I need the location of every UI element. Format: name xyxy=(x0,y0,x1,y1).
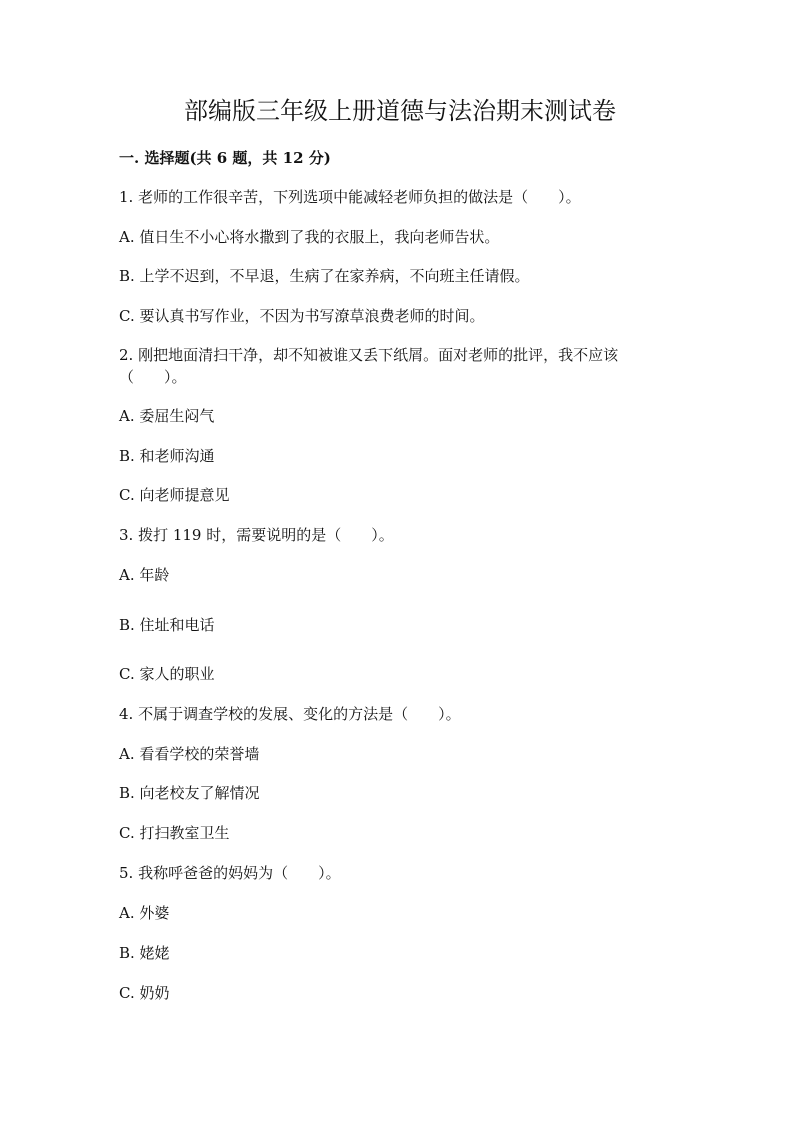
question-1-stem: 1. 老师的工作很辛苦，下列选项中能减轻老师负担的做法是（ ）。 xyxy=(119,188,581,206)
question-5-stem: 5. 我称呼爸爸的妈妈为（ ）。 xyxy=(119,864,341,882)
question-2-option-c: C. 向老师提意见 xyxy=(119,486,230,504)
question-2-option-a: A. 委屈生闷气 xyxy=(119,407,215,425)
question-3-option-a: A. 年龄 xyxy=(119,566,170,584)
question-2-option-b: B. 和老师沟通 xyxy=(119,447,215,465)
question-3-option-c: C. 家人的职业 xyxy=(119,665,215,683)
question-4-option-c: C. 打扫教室卫生 xyxy=(119,824,230,842)
question-5-option-a: A. 外婆 xyxy=(119,904,170,922)
question-4-option-a: A. 看看学校的荣誉墙 xyxy=(119,745,260,763)
page-title: 部编版三年级上册道德与法治期末测试卷 xyxy=(184,97,616,125)
question-5-option-c: C. 奶奶 xyxy=(119,984,170,1002)
question-1-option-b: B. 上学不迟到，不早退，生病了在家养病，不向班主任请假。 xyxy=(119,267,530,285)
question-5-option-b: B. 姥姥 xyxy=(119,944,170,962)
question-4-stem: 4. 不属于调查学校的发展、变化的方法是（ ）。 xyxy=(119,705,461,723)
question-1-option-c: C. 要认真书写作业，不因为书写潦草浪费老师的时间。 xyxy=(119,307,485,325)
question-3-stem: 3. 拨打 119 时，需要说明的是（ ）。 xyxy=(119,526,394,544)
question-2-stem: 2. 刚把地面清扫干净，却不知被谁又丢下纸屑。面对老师的批评，我不应该（ ）。 xyxy=(119,346,619,386)
section-heading: 一. 选择题(共 6 题，共 12 分) xyxy=(119,149,331,167)
question-3-option-b: B. 住址和电话 xyxy=(119,616,215,634)
question-1-option-a: A. 值日生不小心将水撒到了我的衣服上，我向老师告状。 xyxy=(119,228,500,246)
question-4-option-b: B. 向老校友了解情况 xyxy=(119,784,260,802)
